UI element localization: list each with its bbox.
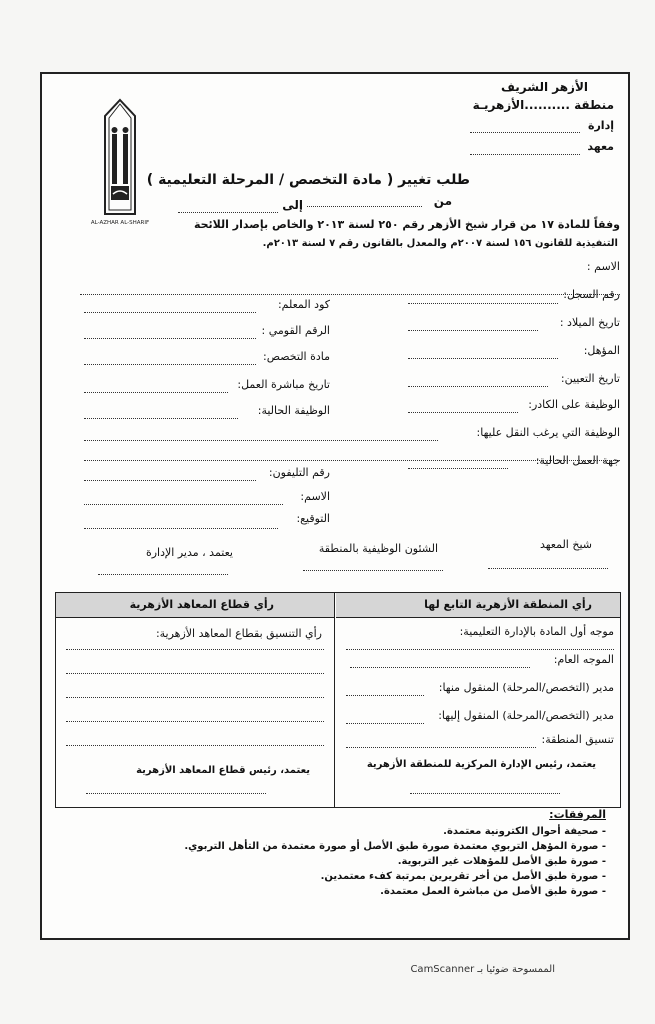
admin-director-label: يعتمد ، مدير الإدارة: [145, 546, 233, 559]
form-title: طلب تغيير ( مادة التخصص / المرحلة التعليمية ): [146, 172, 470, 188]
rt-approval-line[interactable]: [410, 793, 560, 794]
left-table-header: [56, 593, 334, 618]
sig-name-line[interactable]: [84, 504, 283, 505]
right-table-title: رأي المنطقة الأزهرية التابع لها: [424, 598, 592, 611]
attachments-list: [184, 826, 606, 897]
qualification-label: المؤهل:: [583, 344, 620, 357]
form-page: [40, 72, 630, 940]
institute-label: معهد: [587, 140, 614, 153]
national-id-line[interactable]: [84, 338, 256, 339]
signature-label: التوقيع:: [296, 512, 330, 525]
lt-line-4[interactable]: [66, 721, 324, 722]
institute-head-label: شيخ المعهد: [539, 538, 592, 551]
phone-line[interactable]: [84, 480, 256, 481]
birth-date-label: تاريخ الميلاد :: [559, 316, 620, 329]
lt-coordination: رأي التنسيق بقطاع المعاهد الأزهرية:: [155, 627, 322, 640]
job-affairs-line[interactable]: [303, 570, 443, 571]
signature-line[interactable]: [84, 528, 278, 529]
rt-row-1: موجه أول المادة بالإدارة التعليمية:: [459, 625, 614, 638]
lt-line-1[interactable]: [66, 649, 324, 650]
attachment-item: - صورة طبق الأصل للمؤهلات غير التربوية.: [397, 856, 606, 867]
national-id-label: الرقم القومي :: [261, 324, 330, 337]
work-start-line[interactable]: [84, 392, 228, 393]
attachment-item: - صورة طبق الأصل من أخر تقريرين بمرتبة كفء معتمدين.: [320, 871, 606, 882]
phone-label: رقم التليفون:: [268, 466, 330, 479]
org-name: الأزهر الشريف: [500, 80, 588, 94]
name-label: الاسم :: [586, 260, 620, 273]
attachment-item: - صحيفة أحوال الكترونية معتمدة.: [443, 826, 606, 837]
rt-row-1-line[interactable]: [346, 649, 614, 650]
rt-row-3-line[interactable]: [346, 695, 424, 696]
rt-row-5-line[interactable]: [346, 747, 536, 748]
institute-head-line[interactable]: [488, 568, 608, 569]
right-table-header: [336, 593, 620, 618]
current-job-label: الوظيفة الحالية:: [257, 404, 330, 417]
workplace-label: جهة العمل الحالية:: [535, 454, 620, 467]
rt-row-4-line[interactable]: [346, 723, 424, 724]
registry-label: رقم السجل:: [563, 288, 620, 301]
name-line[interactable]: [80, 294, 620, 295]
from-label: من: [433, 194, 452, 208]
sig-name-label: الاسم:: [300, 490, 330, 503]
region-label: منطقة ..........الأزهريـة: [472, 98, 614, 112]
cadre-job-line[interactable]: [408, 412, 518, 413]
admin-director-line[interactable]: [98, 574, 228, 575]
desired-job-label: الوظيفة التي يرغب النقل عليها:: [476, 426, 620, 439]
logo-caption: AL-AZHAR AL-SHARIF: [90, 220, 150, 226]
rt-row-4: مدير (التخصص/المرحلة) المنقول إليها:: [438, 709, 614, 722]
cadre-job-label: الوظيفة على الكادر:: [528, 398, 620, 411]
left-table-title: رأي قطاع المعاهد الأزهرية: [129, 598, 274, 611]
work-start-label: تاريخ مباشرة العمل:: [237, 378, 330, 391]
attachment-item: - صورة طبق الأصل من مباشرة العمل معتمدة.: [380, 886, 606, 897]
appointment-date-label: تاريخ التعيين:: [560, 372, 620, 385]
to-label: إلى: [282, 198, 303, 212]
lt-line-3[interactable]: [66, 697, 324, 698]
opinion-tables: [55, 592, 621, 808]
birth-date-line[interactable]: [408, 330, 538, 331]
rt-row-2-line[interactable]: [350, 667, 530, 668]
appointment-date-line[interactable]: [408, 386, 548, 387]
lt-line-2[interactable]: [66, 673, 324, 674]
specialty-label: مادة التخصص:: [263, 350, 330, 363]
desired-job-line[interactable]: [84, 440, 438, 441]
al-azhar-logo: [85, 94, 155, 226]
rt-row-2: الموجه العام:: [553, 653, 614, 666]
qualification-line[interactable]: [408, 358, 558, 359]
workplace-line[interactable]: [408, 468, 508, 469]
lt-approval-line[interactable]: [86, 793, 266, 794]
teacher-code-label: كود المعلم:: [277, 298, 330, 311]
attachments-title: المرفقات:: [549, 808, 606, 821]
job-affairs-label: الشئون الوظيفية بالمنطقة: [318, 542, 438, 555]
rt-row-5: تنسيق المنطقة:: [541, 733, 614, 746]
teacher-code-line[interactable]: [84, 312, 256, 313]
camscanner-footer: الممسوحة ضوئيا بـ CamScanner: [410, 964, 555, 975]
admin-label: إدارة: [587, 119, 614, 132]
intro-line-2: التنفيذية للقانون ١٥٦ لسنة ٢٠٠٧م والمعدل بالقانون رقم ٧ لسنة ٢٠١٣م.: [262, 238, 618, 249]
lt-line-5[interactable]: [66, 745, 324, 746]
lt-approval: يعتمد، رئيس قطاع المعاهد الأزهرية: [136, 765, 310, 776]
rt-row-3: مدير (التخصص/المرحلة) المنقول منها:: [438, 681, 614, 694]
intro-line-1: وفقاً للمادة ١٧ من قرار شيخ الأزهر رقم ٢٥٠ لسنة ٢٠١٣ والخاص بإصدار اللائحة: [193, 218, 620, 231]
rt-approval: يعتمد، رئيس الإدارة المركزية للمنطقة الأزهرية: [366, 759, 596, 770]
current-job-line[interactable]: [84, 418, 238, 419]
specialty-line[interactable]: [84, 364, 256, 365]
registry-line[interactable]: [408, 303, 558, 304]
attachment-item: - صورة المؤهل التربوي معتمدة صورة طبق الأصل أو صورة معتمدة من التأهل التربوي.: [184, 841, 606, 852]
